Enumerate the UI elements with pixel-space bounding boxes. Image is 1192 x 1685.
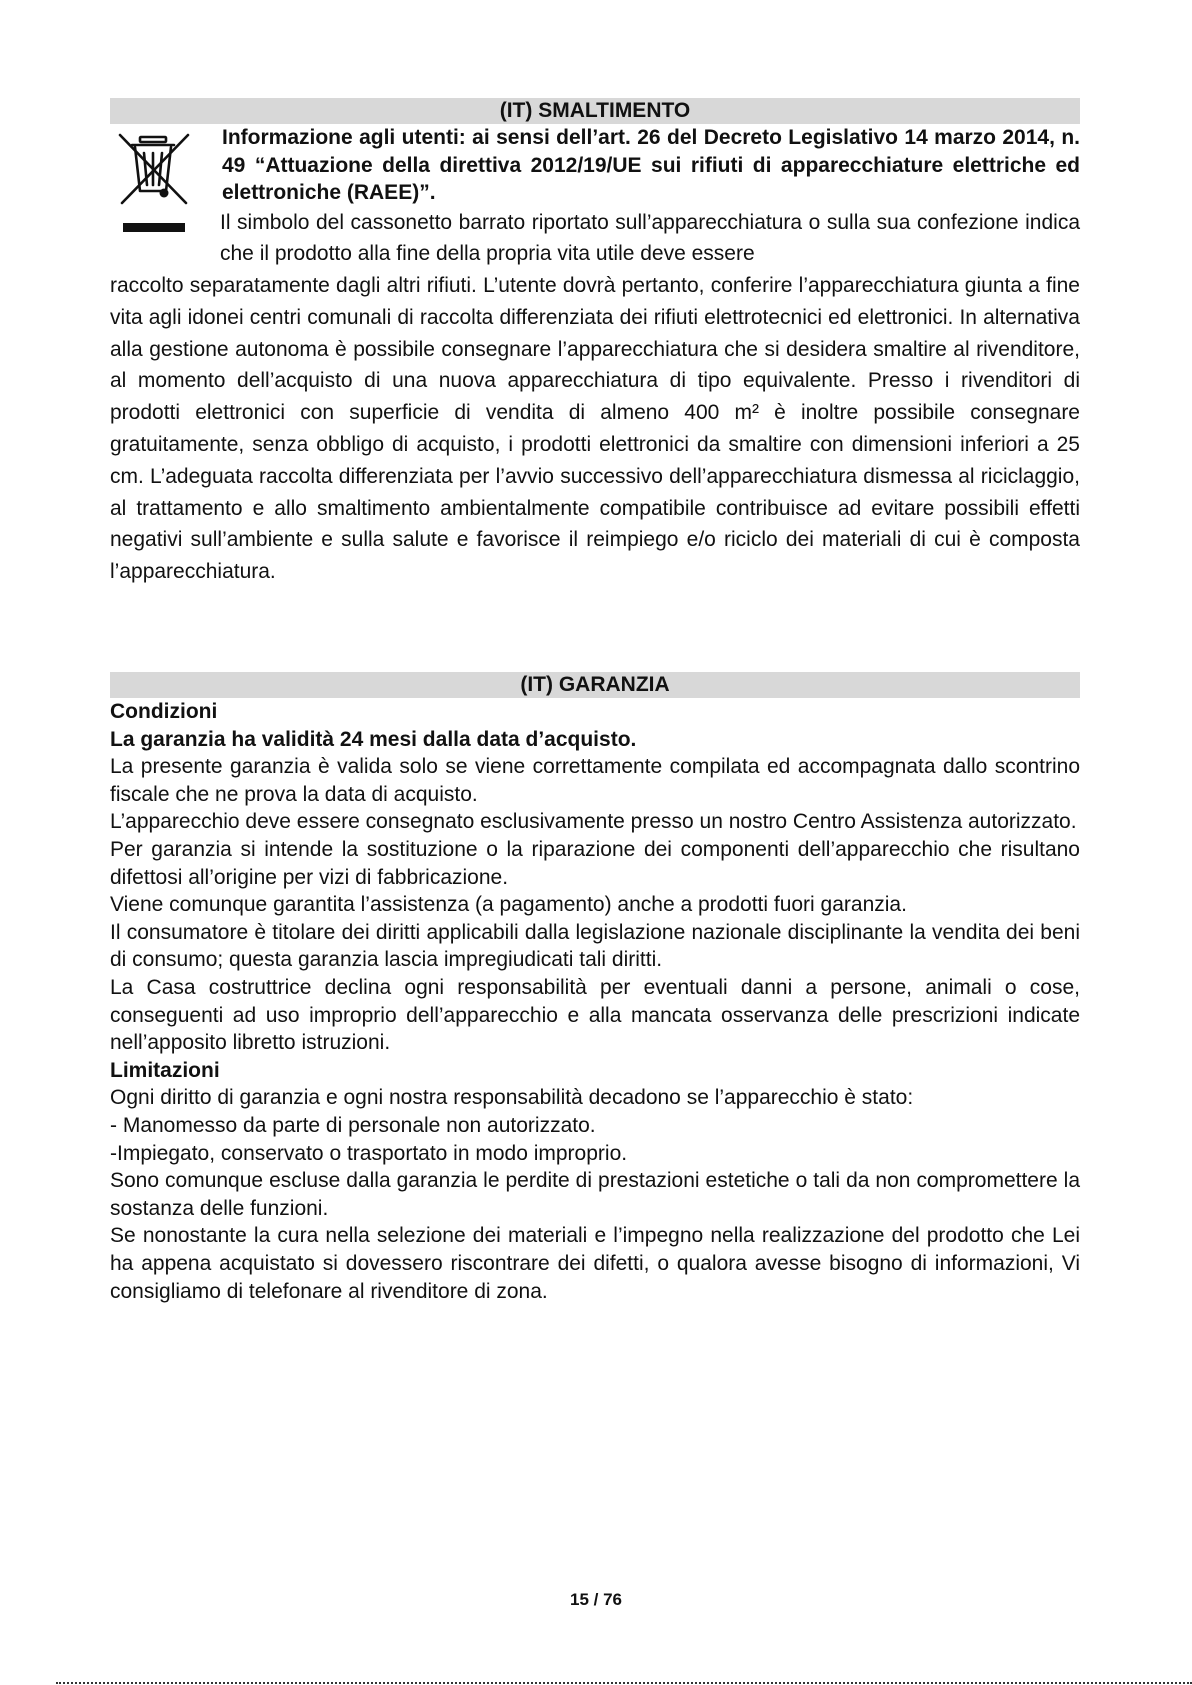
section-title-smaltimento: (IT) SMALTIMENTO [110, 98, 1080, 124]
warranty-validity: La garanzia ha validità 24 mesi dalla data d’acquisto. [110, 727, 637, 751]
warranty-paragraph: La presente garanzia è valida solo se viene correttamente compilata ed accompagnata dallo scontrino fiscale che ne prova la data di acquisto. [110, 755, 1080, 806]
warranty-paragraph: Per garanzia si intende la sostituzione o la riparazione dei componenti dell’apparecchio che risultano difettosi all’origine per vizi di fabbricazione. [110, 838, 1080, 889]
page-number: 15 / 76 [570, 1590, 622, 1609]
warranty-paragraph: Viene comunque garantita l’assistenza (a pagamento) anche a prodotti fuori garanzia. [110, 893, 907, 917]
weee-intro [110, 124, 1080, 270]
manual-page [110, 98, 1080, 1305]
warranty-paragraph: Il consumatore è titolare dei diritti applicabili dalla legislazione nazionale disciplinante la vendita dei beni di consumo; questa garanzia lascia impregiudicati tali diritti. [110, 920, 1080, 972]
heading-limitazioni: Limitazioni [110, 1058, 220, 1082]
limitation-item: Ogni diritto di garanzia e ogni nostra responsabilità decadono se l’apparecchio è stato: [110, 1086, 914, 1110]
limitation-item: Sono comunque escluse dalla garanzia le perdite di prestazioni estetiche o tali da non compromettere la sostanza delle funzioni. [110, 1169, 1080, 1220]
limitation-item: Se nonostante la cura nella selezione dei materiali e l’impegno nella realizzazione del prodotto che Lei ha appena acquistato si dovessero riscontrare dei difetti, o qualora avesse bisogno di informazioni, Vi consigliamo di telefonare al rivenditore di zona. [110, 1224, 1080, 1303]
warranty-paragraph: L’apparecchio deve essere consegnato esclusivamente presso un nostro Centro Assistenza autorizzato. [110, 810, 1077, 834]
intro-legal-reference: Informazione agli utenti: ai sensi dell’art. 26 del Decreto Legislativo 14 marzo 2014, n. 49 “Attuazione della direttiva 2012/19/UE sui rifiuti di apparecchiature elettriche ed elettroniche (RAEE)”. [222, 126, 1080, 204]
limitation-item: -Impiegato, conservato o trasportato in modo improprio. [110, 1141, 628, 1165]
bottom-dotted-rule [56, 1682, 1192, 1684]
warranty-paragraph: La Casa costruttrice declina ogni responsabilità per eventuali danni a persone, animali o cose, conseguenti ad uso improprio dell’apparecchio e alla mancata osservanza delle prescrizioni indicate nell’apposito libretto istruzioni. [110, 976, 1080, 1055]
limitation-item: - Manomesso da parte di personale non autorizzato. [110, 1113, 596, 1137]
smaltimento-body: raccolto separatamente dagli altri rifiuti. L’utente dovrà pertanto, conferire l’apparecchiatura giunta a fine vita agli idonei centri comunali di raccolta differenziata dei rifiuti elettrotecnici ed elettronici. In alternativa alla gestione autonoma è possibile consegnare l’apparecchiatura che si desidera smaltire al rivenditore, al momento dell’acquisto di una nuova apparecchiatura di tipo equivalente. Presso i rivenditori di prodotti elettronici con superficie di vendita di almeno 400 m² è inoltre possibile consegnare gratuitamente, senza obbligo di acquisto, i prodotti elettronici da smaltire con dimensioni inferiori a 25 cm. L’adeguata raccolta differenziata per l’avvio successivo dell’apparecchiatura dismessa al riciclaggio, al trattamento e allo smaltimento ambientalmente compatibile contribuisce ad evitare possibili effetti negativi sull’ambiente e sulla salute e favorisce il reimpiego e/o riciclo dei materiali di cui è composta l’apparecchiatura. [110, 274, 1080, 584]
section-title-garanzia: (IT) GARANZIA [110, 672, 1080, 698]
intro-symbol-text: Il simbolo del cassonetto barrato riportato sull’apparecchiatura o sulla sua confezione indica che il prodotto alla fine della propria vita utile deve essere [220, 210, 1080, 266]
heading-condizioni: Condizioni [110, 700, 218, 724]
crossed-out-wheelie-bin-icon [114, 129, 194, 241]
